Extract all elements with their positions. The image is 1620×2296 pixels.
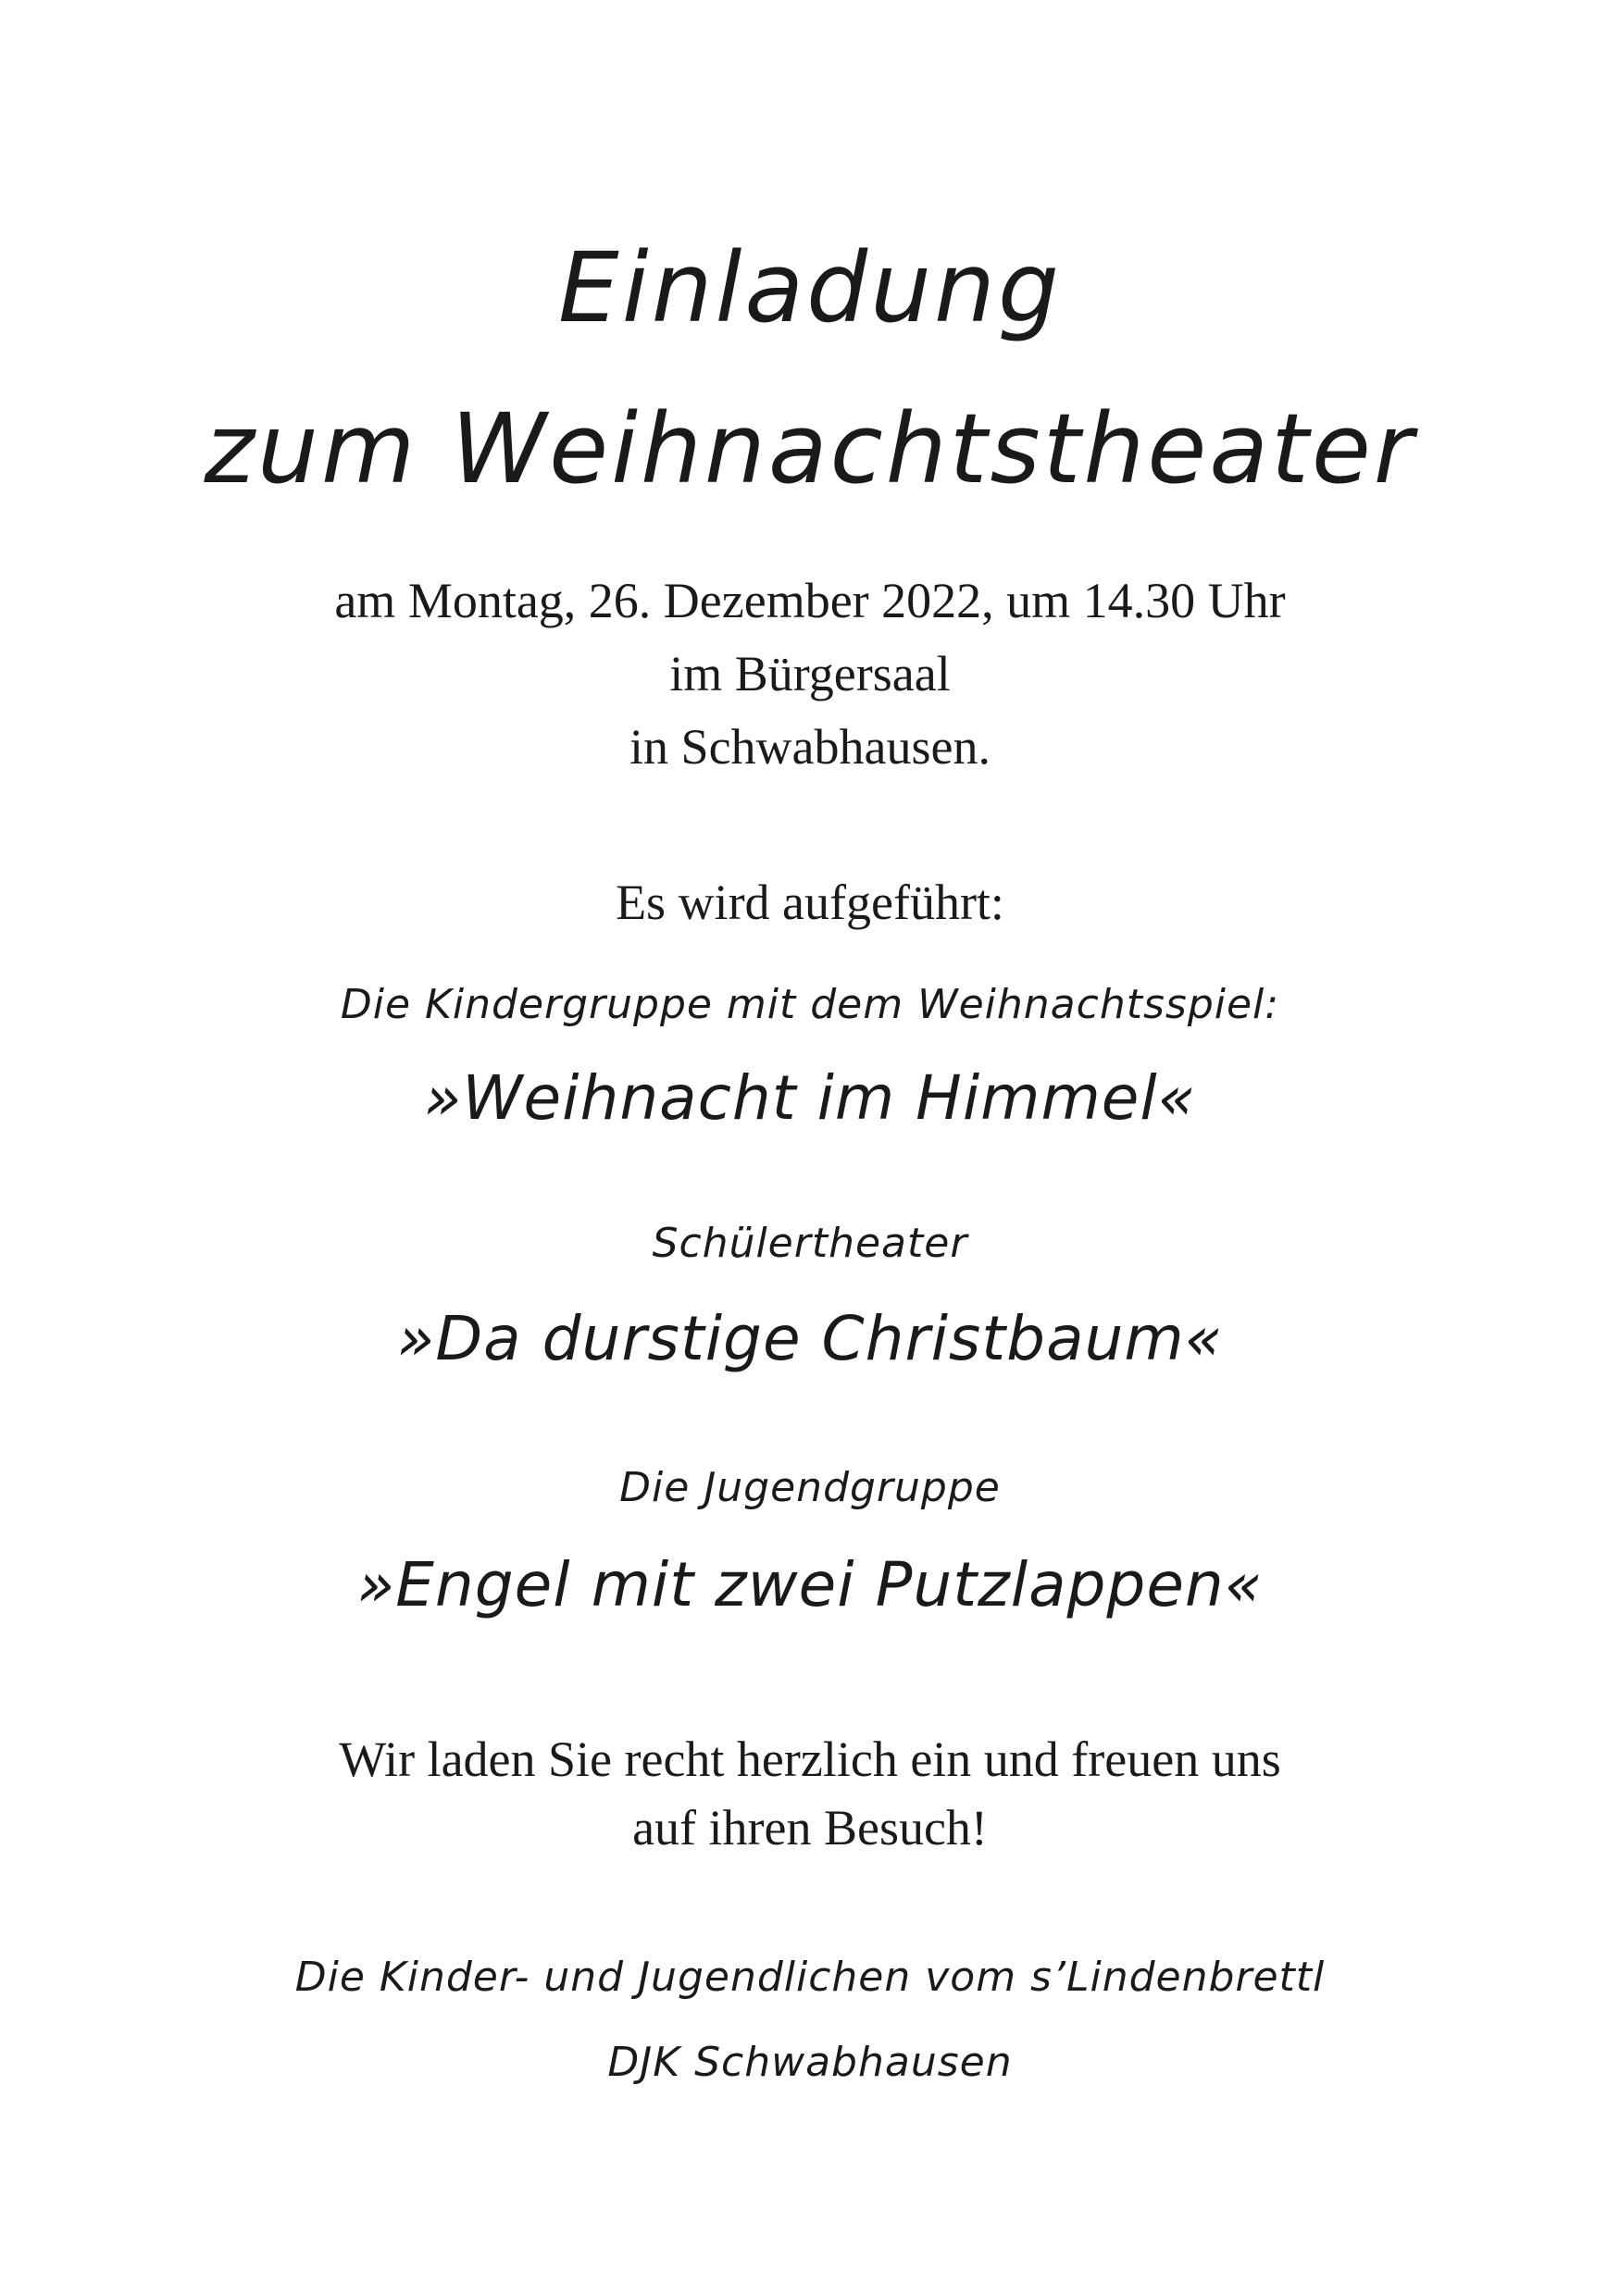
signature-line-1: Die Kinder- und Jugendlichen vom s’Lindenbrettl <box>294 1954 1326 2001</box>
event-place: in Schwabhausen. <box>629 719 991 775</box>
program-group-3: Die Jugendgruppe <box>619 1464 1001 1511</box>
closing-line-2: auf ihren Besuch! <box>632 1800 988 1855</box>
event-venue: im Bürgersaal <box>669 646 951 701</box>
title-line-2: zum Weihnachtstheater <box>204 392 1416 505</box>
program-intro: Es wird aufgeführt: <box>616 875 1004 930</box>
event-date-time: am Montag, 26. Dezember 2022, um 14.30 Uhr <box>334 573 1286 628</box>
program-group-1: Die Kindergruppe mit dem Weihnachtsspiel: <box>340 981 1280 1028</box>
program-play-1: »Weihnacht im Himmel« <box>423 1062 1197 1134</box>
signature-line-2: DJK Schwabhausen <box>607 2039 1013 2086</box>
program-group-2: Schülertheater <box>652 1220 968 1267</box>
program-play-2: »Da durstige Christbaum« <box>396 1303 1224 1374</box>
program-play-3: »Engel mit zwei Putzlappen« <box>356 1549 1264 1620</box>
closing-line-1: Wir laden Sie recht herzlich ein und freuen uns <box>339 1731 1281 1787</box>
title-line-1: Einladung <box>557 231 1062 344</box>
